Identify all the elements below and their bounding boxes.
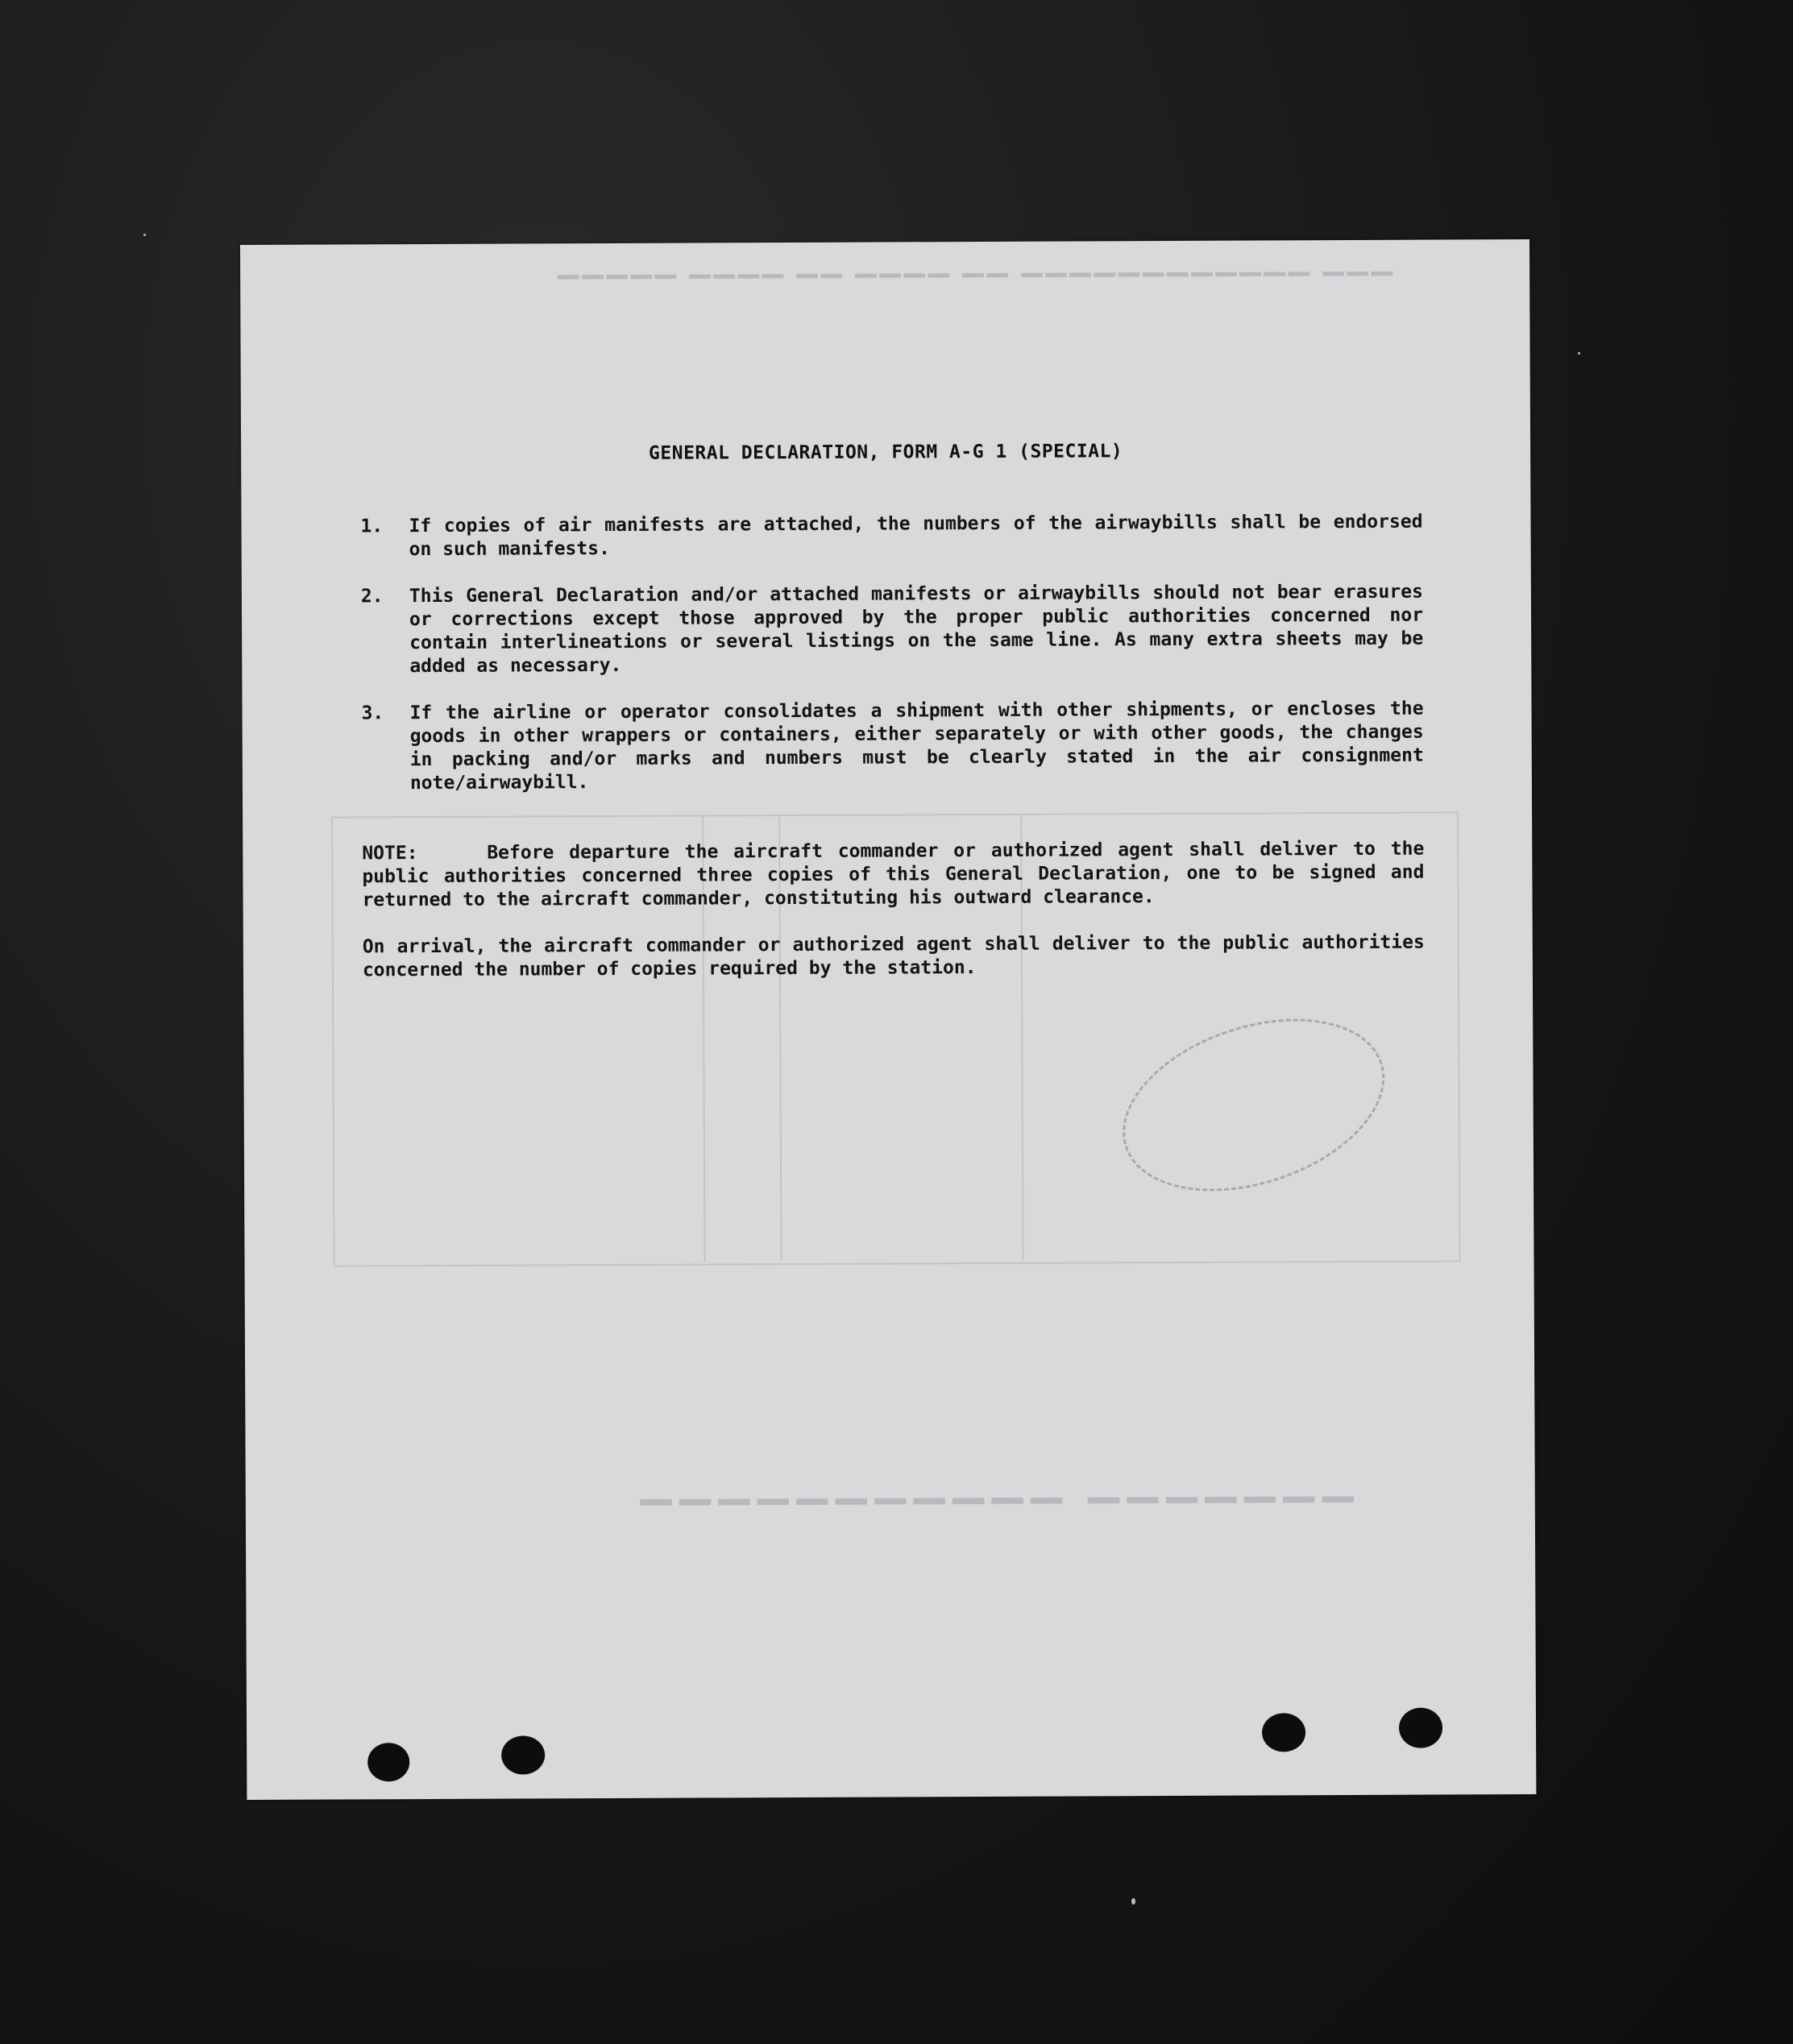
note-label: NOTE: bbox=[362, 843, 418, 864]
note-text: Before departure the aircraft commander or authorized agent shall deliver to the public authorities concerned three copies of this General Declaration, one to be signed and returned to the aircraft commander, constituting his outward clearance. bbox=[362, 838, 1425, 911]
item-number: 2. bbox=[360, 586, 384, 607]
item-number: 3. bbox=[361, 703, 384, 724]
item-text: If copies of air manifests are attached, the numbers of the airwaybills shall be endorsed on such manifests. bbox=[409, 511, 1423, 561]
document-page bbox=[240, 239, 1536, 1800]
punch-hole bbox=[501, 1735, 545, 1774]
instruction-item bbox=[361, 698, 1423, 796]
document-title: GENERAL DECLARATION, FORM A-G 1 (SPECIAL) bbox=[648, 441, 1123, 464]
arrival-paragraph: On arrival, the aircraft commander or authorized agent shall deliver to the public authorities concerned the number of copies required by the station. bbox=[362, 931, 1425, 981]
dust-speck bbox=[1578, 352, 1580, 354]
document-body bbox=[360, 511, 1425, 983]
punch-hole bbox=[367, 1743, 409, 1781]
instruction-item bbox=[360, 511, 1422, 562]
reverse-side-show-through: ▔▔▔ ▔▔▔▔▔▔▔▔▔▔▔▔ ▔▔ ▔▔▔▔ ▔▔ ▔▔▔▔ ▔▔▔▔▔ bbox=[554, 273, 1393, 308]
dust-speck bbox=[143, 234, 146, 236]
faint-stamp-impression bbox=[1100, 988, 1406, 1222]
instruction-item bbox=[361, 581, 1423, 679]
punch-hole bbox=[1399, 1708, 1442, 1748]
reverse-side-show-through: ▔▔▔▔▔▔▔ ▔▔▔▔▔▔▔▔▔▔▔ bbox=[632, 1497, 1354, 1546]
punch-hole bbox=[1262, 1713, 1305, 1752]
note-paragraph bbox=[362, 838, 1424, 913]
dust-speck bbox=[1131, 1898, 1135, 1905]
item-text: If the airline or operator consolidates a shipment with other shipments, or encloses the goods in other wrappers or containers, either separately or with other goods, the changes in packing and/or marks and numbers must be clearly stated in the air consignment note/airwaybill. bbox=[409, 698, 1424, 794]
item-text: This General Declaration and/or attached manifests or airwaybills should not bear erasures or corrections except those approved by the proper public authorities concerned nor contain interlineations or several listings on the same line. As many extra sheets may be added as necessary. bbox=[409, 581, 1424, 678]
item-number: 1. bbox=[360, 516, 384, 537]
